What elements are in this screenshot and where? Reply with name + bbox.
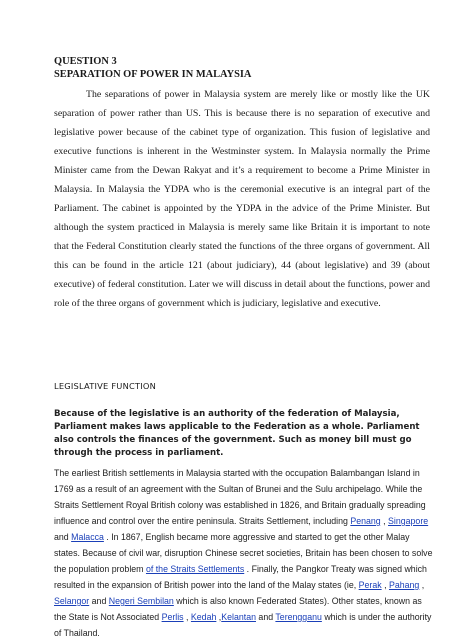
history-text: , (419, 580, 425, 590)
link-singapore[interactable]: Singapore (388, 516, 429, 526)
question-heading: QUESTION 3 (54, 56, 117, 67)
history-text: , (381, 580, 389, 590)
link-pahang[interactable]: Pahang (388, 580, 420, 590)
link-straits-settlements[interactable]: of the Straits Settlements (145, 564, 245, 574)
intro-paragraph: The separations of power in Malaysia system are merely like or mostly like the UK separation of power rather than US. This is because there is no separation of executive and legislative power because of the cabinet type of organization. This fusion of legislative and executive functions is inherent in the Westminster system. In Malaysia normally the Prime Minister came from the Dewan Rakyat and it’s a requirement to become a Prime Minister in Malaysia. In Malaysia the YDPA who is the ceremonial executive is an integral part of the Parliament. The cabinet is appointed by the YDPA in the advice of the Prime Minister. But although the system practiced in Malaysia is merely same like Britain it is important to note that the Federal Constitution clearly stated the functions of the three organs of government. All this can be found in the article 121 (about judiciary), 44 (about legislative) and 39 (about executive) of federal constitution. Later we will discuss in detail about the functions, power and role of the three organs of government which is judiciary, legislative and executive. (54, 89, 430, 309)
history-text: which is under the authority of Thailand. (54, 612, 432, 638)
history-text: . Finally, the Pangkor Treaty was signed which resulted in the expansion of British power into the land of the Malay states (ie, (54, 564, 427, 590)
link-negeri-sembilan[interactable]: Negeri Sembilan (108, 596, 174, 606)
link-penang[interactable]: Penang (350, 516, 381, 526)
link-perak[interactable]: Perak (358, 580, 382, 590)
link-selangor[interactable]: Selangor (54, 596, 90, 606)
legislative-paragraph: Because of the legislative is an authority of the federation of Malaysia, Parliament makes laws applicable to the Federation as a whole. Parliament also controls the finances of the government. Such as money bill must go through the process in parliament. (54, 409, 420, 458)
section-heading: LEGISLATIVE FUNCTION (54, 381, 157, 391)
history-text: , (183, 612, 191, 622)
document-title: SEPARATION OF POWER IN MALAYSIA (54, 69, 252, 80)
history-text: . In 1867, English became more aggressive and started to get the other Malay states. Because of civil war, disruption Chinese secret societies, Britain has been chosen to solve the population problem (54, 532, 433, 574)
history-text: The earliest British settlements in Malaysia started with the occupation Balambangan Island in 1769 as a result of an agreement with the Sultan of Brunei and the Sulu archipelago. While the Straits Settlement Royal British colony was established in 1826, and Britain gradually spreading influence and control over the entire peninsula. Straits Settlement, including (54, 468, 426, 526)
history-text: , (216, 612, 222, 622)
history-text: and (255, 612, 276, 622)
link-malacca[interactable]: Malacca (71, 532, 104, 542)
history-text: and (54, 532, 72, 542)
link-kedah[interactable]: Kedah (190, 612, 217, 622)
history-text: and (89, 596, 109, 606)
history-paragraph (54, 465, 434, 641)
link-kelantan[interactable]: Kelantan (221, 612, 256, 622)
link-perlis[interactable]: Perlis (161, 612, 184, 622)
history-text: which is also known Federated States). Other states, known as the State is Not Associated (54, 596, 422, 622)
history-text: , (380, 516, 389, 526)
link-terengganu[interactable]: Terengganu (275, 612, 322, 622)
